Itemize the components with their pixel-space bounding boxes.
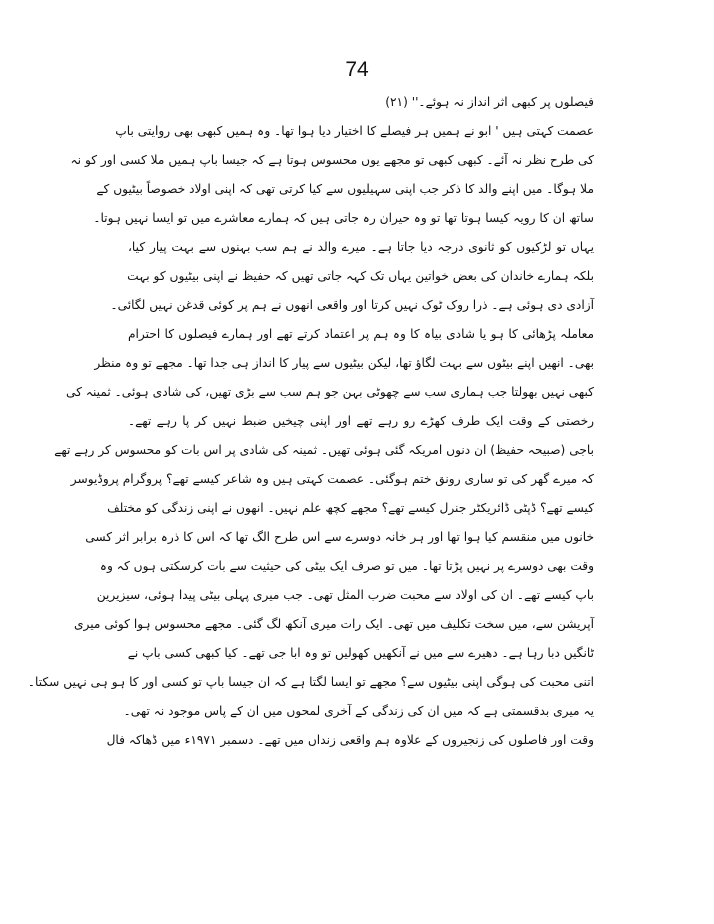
text-line: معاملہ پڑھائی کا ہو یا شادی بیاہ کا وہ ہم پر اعتماد کرتے تھے اور ہمارے فیصلوں کا احترام: [128, 327, 594, 341]
text-line: آزادی دی ہوئی ہے۔ ذرا روک ٹوک نہیں کرتا اور واقعی انھوں نے ہم پر کوئی قدغن نہیں لگائی۔: [110, 298, 594, 312]
text-line: یہ میری بدقسمتی ہے کہ میں ان کی زندگی کے آخری لمحوں میں ان کے پاس موجود نہ تھی۔: [123, 704, 594, 718]
text-line: اتنی محبت کی ہوگی اپنی بیٹیوں سے؟ مجھے تو ایسا لگتا ہے کہ ان جیسا باپ تو کسی اور کا ہو ہی نہیں سکتا۔: [27, 675, 594, 689]
text-line: رخصتی کے وقت ایک طرف کھڑے رو رہے تھے اور اپنی چیخیں ضبط نہیں کر پا رہے تھے۔: [128, 414, 594, 428]
text-line: خانوں میں منقسم کیا ہوا تھا اور ہر خانہ دوسرے سے اس طرح الگ تھا کہ اس کا ذرہ برابر اثر کسی: [85, 530, 594, 544]
text-line: عصمت کہتی ہیں ' ابو نے ہمیں ہر فیصلے کا اختیار دیا ہوا تھا۔ وہ ہمیں کبھی بھی روایتی باپ: [115, 124, 594, 138]
text-line: باجی (صبیحہ حفیظ) ان دنوں امریکہ گئی ہوئی تھیں۔ ثمینہ کی شادی پر اس بات کو محسوس کر رہے تھے: [54, 443, 594, 457]
text-line: بلکہ ہمارے خاندان کی بعض خواتین یہاں تک کہہ جاتی تھیں کہ حفیظ نے اپنی بیٹیوں کو بہت: [127, 269, 594, 283]
text-line: ٹانگیں دبا رہا ہے۔ دھیرے سے میں نے آنکھیں کھولیں تو وہ ابا جی تھے۔ کیا کبھی کسی باپ نے: [127, 646, 594, 660]
text-line: کیسے تھے؟ ڈپٹی ڈائریکٹر جنرل کیسے تھے؟ مجھے کچھ علم نہیں۔ انھوں نے اپنی زندگی کو مختلف: [107, 501, 594, 515]
text-line: باپ کیسے تھے۔ ان کی اولاد سے محبت ضرب المثل تھی۔ جب میری پہلی بیٹی پیدا ہوئی، سیزیرین: [96, 588, 594, 602]
text-line: کبھی نہیں بھولتا جب ہماری سب سے چھوٹی بہن جو ہم سب سے بڑی تھیں، کی شادی ہوئی۔ ثمینہ کی: [66, 385, 594, 399]
body-text: [27, 88, 594, 755]
page-number: 74: [345, 58, 369, 81]
text-line: فیصلوں پر کبھی اثر انداز نہ ہوئے۔'' (۲۱): [385, 95, 594, 109]
text-line: کی طرح نظر نہ آئے۔ کبھی کبھی تو مجھے یوں محسوس ہوتا ہے کہ جیسا باپ ہمیں ملا کسی اور کو نہ: [70, 153, 594, 167]
text-line: یہاں تو لڑکیوں کو ثانوی درجہ دیا جاتا ہے۔ میرے والد نے ہم سب بہنوں سے بہت پیار کیا،: [128, 240, 594, 254]
text-line: وقت بھی دوسرے پر نہیں پڑتا تھا۔ میں تو صرف ایک بیٹی کی حیثیت سے بات کرسکتی ہوں کہ وہ: [99, 559, 594, 573]
text-line: آپریشن سے، میں سخت تکلیف میں تھی۔ ایک رات میری آنکھ لگ گئی۔ مجھے محسوس ہوا کوئی میری: [73, 617, 594, 631]
text-line: ملا ہوگا۔ میں اپنے والد کا ذکر جب اپنی سہیلیوں سے کیا کرتی تھی کہ اپنی اولاد خصوصاً بیٹیوں کے: [96, 182, 594, 196]
text-line: وقت اور فاصلوں کی زنجیروں کے علاوہ ہم واقعی زنداں میں تھے۔ دسمبر ۱۹۷۱ء میں ڈھاکہ فال: [106, 733, 594, 747]
text-line: کہ میرے گھر کی تو ساری رونق ختم ہوگئی۔ عصمت کہتی ہیں وہ شاعر کیسے تھے؟ پروگرام پروڈیوسر: [70, 472, 594, 486]
text-line: بھی۔ انھیں اپنے بیٹوں سے بہت لگاؤ تھا، لیکن بیٹیوں سے پیار کا انداز ہی جدا تھا۔ مجھے تو وہ منظر: [94, 356, 594, 370]
text-line: ساتھ ان کا رویہ کیسا ہوتا تھا تو وہ حیران رہ جاتی ہیں کہ ہمارے معاشرے میں تو ایسا نہیں ہوتا۔: [93, 211, 594, 225]
